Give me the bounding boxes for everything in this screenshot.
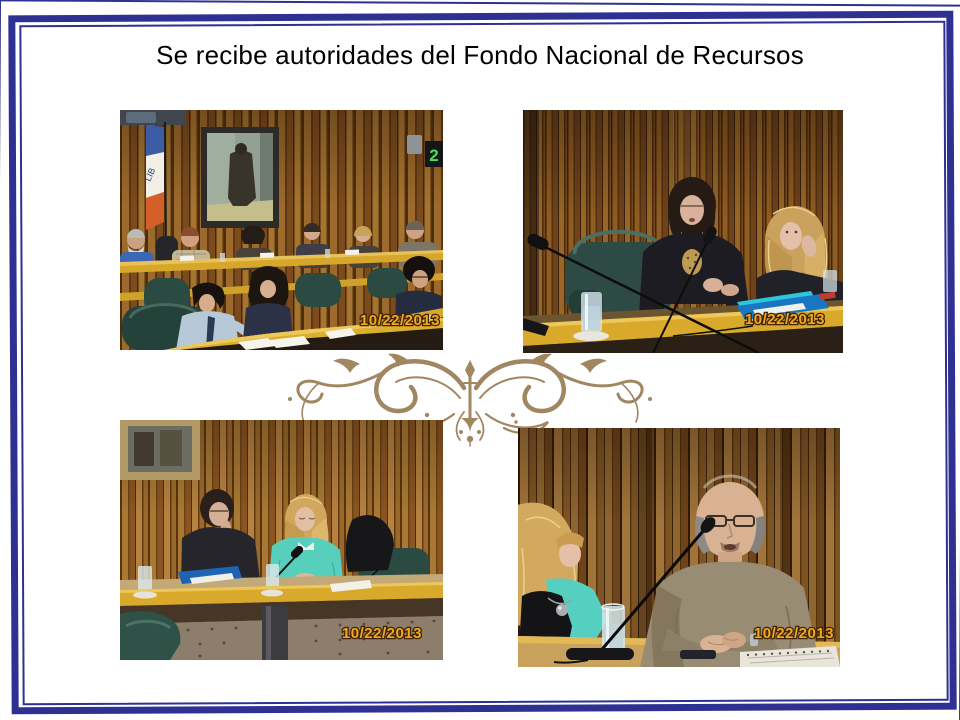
date-stamp: 10/22/2013 — [744, 311, 825, 328]
photo-meeting-room-wide-graphic — [120, 110, 443, 350]
photo-two-women-conferring-graphic — [120, 420, 443, 660]
slide-title: Se recibe autoridades del Fondo Nacional de Recursos — [156, 40, 804, 70]
framed-painting-partial — [120, 420, 200, 480]
photo-two-women-microphone — [523, 110, 843, 353]
framed-painting — [201, 127, 279, 228]
date-stamp: 10/22/2013 — [341, 625, 422, 642]
flag-text: LIB — [142, 166, 158, 183]
clock-digit: 2 — [429, 146, 439, 165]
photo-man-speaking-graphic — [518, 428, 840, 667]
photo-meeting-room-wide — [120, 110, 443, 350]
digital-clock — [425, 141, 443, 167]
date-stamp: 10/22/2013 — [753, 625, 834, 642]
photo-man-speaking — [518, 428, 840, 667]
wall-speaker — [407, 135, 422, 154]
photo-two-women-conferring — [120, 420, 443, 660]
date-stamp: 10/22/2013 — [359, 312, 440, 329]
wall-monitor — [120, 110, 186, 125]
photo-two-women-microphone-graphic — [523, 110, 843, 353]
